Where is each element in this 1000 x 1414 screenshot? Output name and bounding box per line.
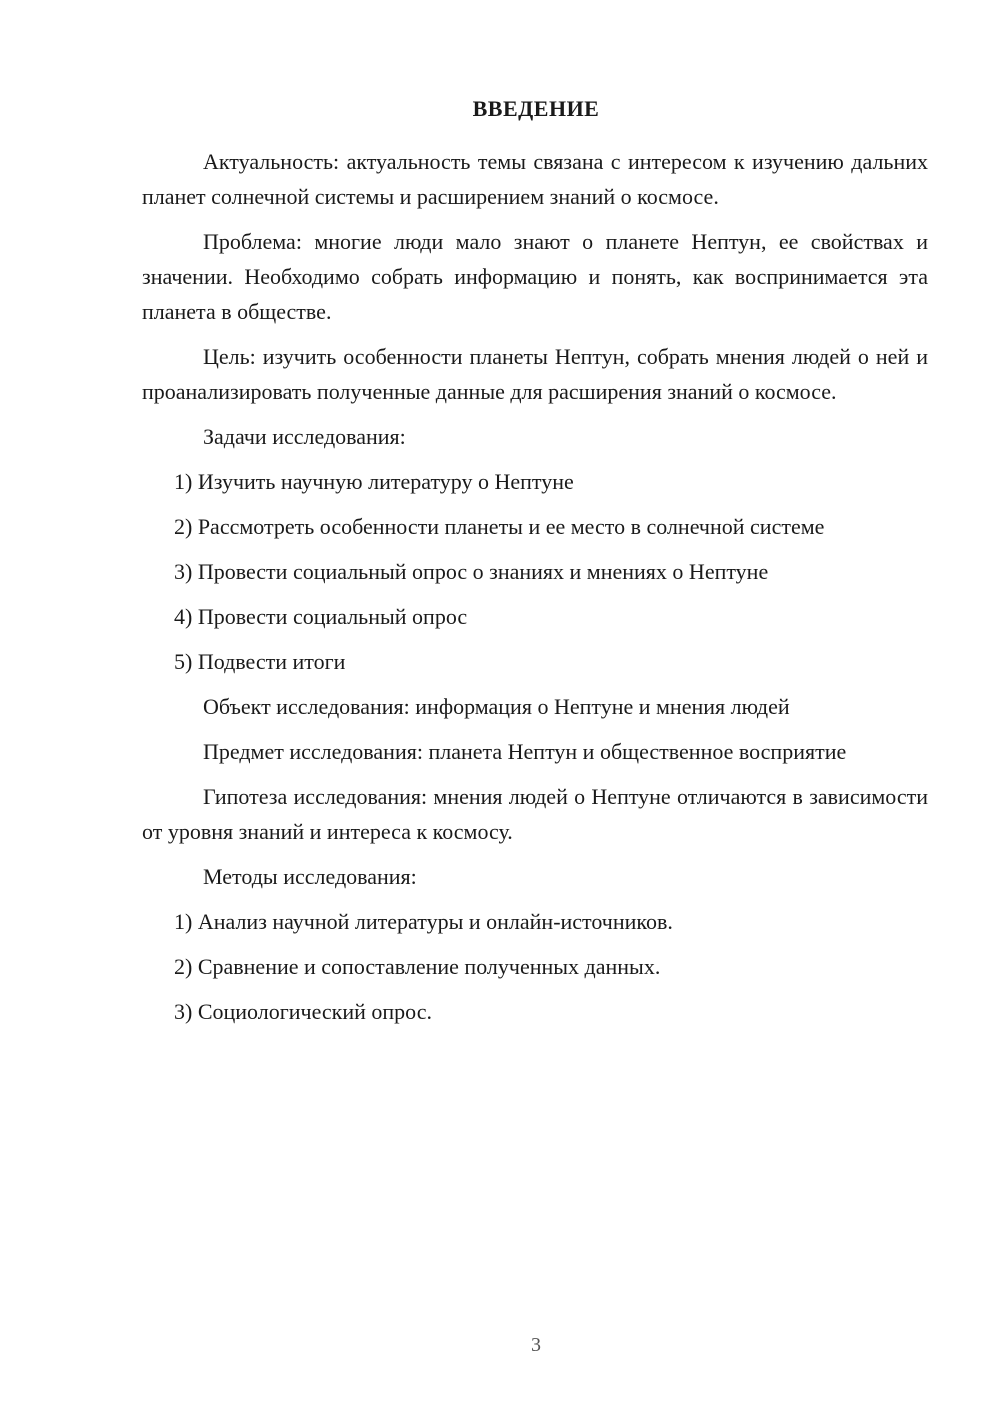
tasks-heading: Задачи исследования: [203,424,406,449]
document-body [142,144,928,1039]
goal-paragraph: Цель: изучить особенности планеты Нептун, собрать мнения людей о ней и проанализировать полученные данные для расширения знаний о космосе. [142,344,928,404]
page-number: 3 [531,1334,541,1356]
list-item: 2) Рассмотреть особенности планеты и ее место в солнечной системе [174,514,825,539]
list-item: 1) Анализ научной литературы и онлайн-источников. [174,909,673,934]
hypothesis-paragraph: Гипотеза исследования: мнения людей о Нептуне отличаются в зависимости от уровня знаний и интереса к космосу. [142,784,928,844]
list-item: 3) Социологический опрос. [174,999,432,1024]
list-item: 3) Провести социальный опрос о знаниях и мнениях о Нептуне [174,559,769,584]
problem-paragraph: Проблема: многие люди мало знают о планете Нептун, ее свойствах и значении. Необходимо собрать информацию и понять, как воспринимается эта планета в обществе. [142,229,928,324]
methods-list [142,904,928,1029]
list-item: 1) Изучить научную литературу о Нептуне [174,469,574,494]
list-item: 2) Сравнение и сопоставление полученных данных. [174,954,661,979]
tasks-list [142,464,928,679]
relevance-paragraph: Актуальность: актуальность темы связана с интересом к изучению дальних планет солнечной системы и расширением знаний о космосе. [142,149,928,209]
list-item: 4) Провести социальный опрос [174,604,468,629]
object-paragraph: Объект исследования: информация о Нептуне и мнения людей [203,694,790,719]
page-title: ВВЕДЕНИЕ [472,96,600,121]
subject-paragraph: Предмет исследования: планета Нептун и общественное восприятие [203,739,847,764]
list-item: 5) Подвести итоги [174,649,346,674]
methods-heading: Методы исследования: [203,864,417,889]
